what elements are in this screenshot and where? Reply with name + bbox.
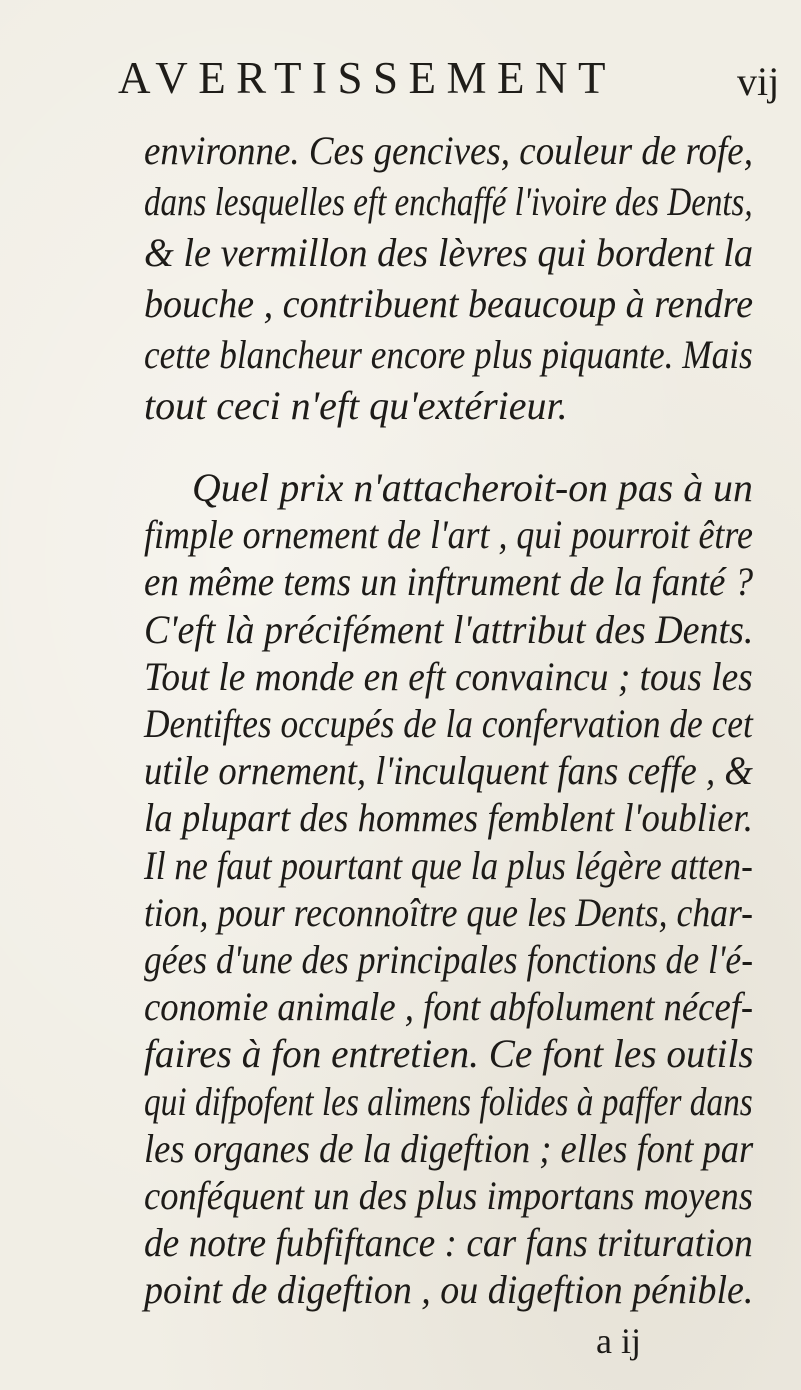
text-line: dans lesquelles eft enchaffé l'ivoire des Dents, xyxy=(144,179,753,224)
text-line: Tout le monde en eft convaincu ; tous les xyxy=(144,654,753,699)
text-line: cette blancheur encore plus piquante. Mais xyxy=(144,332,753,377)
text-line: Il ne faut pourtant que la plus légère atten- xyxy=(144,843,753,888)
text-line: C'eft là précifément l'attribut des Dents. xyxy=(144,607,754,652)
text-line: tout ceci n'eft qu'extérieur. xyxy=(144,383,568,428)
running-title: AVERTISSEMENT xyxy=(118,53,616,103)
signature-mark: a ij xyxy=(596,1321,641,1361)
text-line: bouche , contribuent beaucoup à rendre xyxy=(144,281,754,326)
page-header xyxy=(0,52,801,112)
text-line: en même tems un inftrument de la fanté ? xyxy=(144,559,754,604)
text-line: point de digeftion , ou digeftion pénible. xyxy=(144,1267,754,1312)
text-line: conféquent un des plus importans moyens xyxy=(144,1173,753,1218)
page-number: vij xyxy=(737,59,780,104)
text-line: Dentiftes occupés de la confervation de cet xyxy=(144,701,753,746)
text-line: Quel prix n'attacheroit-on pas à un xyxy=(192,465,753,510)
text-line: fimple ornement de l'art , qui pourroit être xyxy=(144,512,753,557)
text-line: les organes de la digeftion ; elles font par xyxy=(144,1126,754,1171)
text-line: gées d'une des principales fonctions de l'é- xyxy=(144,937,754,982)
text-line: environne. Ces gencives, couleur de rofe, xyxy=(144,128,753,173)
text-line: tion, pour reconnoître que les Dents, char- xyxy=(144,890,754,935)
text-line: de notre fubfiftance : car fans trituration xyxy=(144,1220,753,1265)
text-line: utile ornement, l'inculquent fans ceffe , & xyxy=(144,748,753,793)
text-line: & le vermillon des lèvres qui bordent la xyxy=(144,230,754,275)
text-line: qui difpofent les alimens folides à paffer dans xyxy=(144,1079,753,1124)
text-line: la plupart des hommes femblent l'oublier. xyxy=(144,795,753,840)
text-line: conomie animale , font abfolument nécef- xyxy=(144,984,754,1029)
text-line: faires à fon entretien. Ce font les outils xyxy=(144,1031,754,1076)
